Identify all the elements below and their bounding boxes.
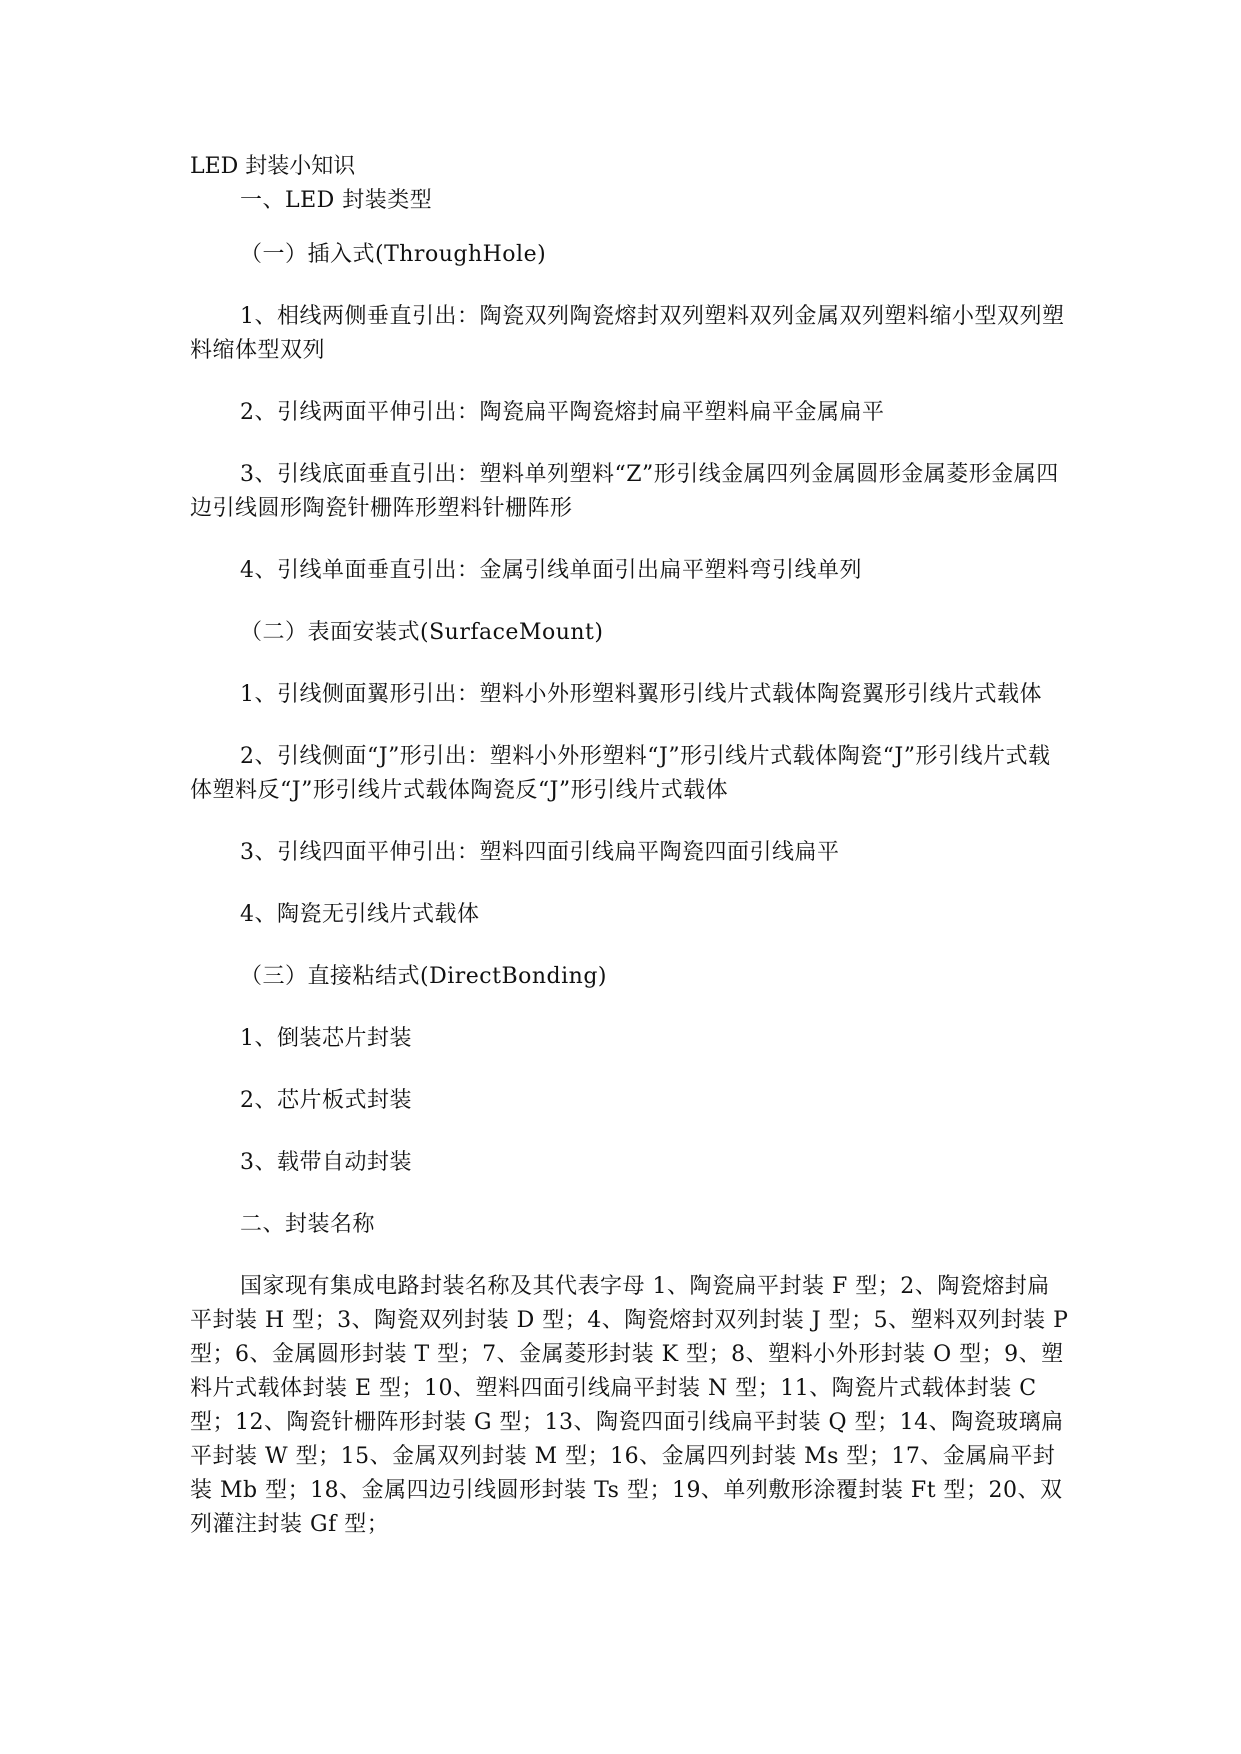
paragraph-surface-mount-3: 3、引线四面平伸引出：塑料四面引线扁平陶瓷四面引线扁平 <box>240 840 840 865</box>
paragraph-through-hole-4: 4、引线单面垂直引出：金属引线单面引出扁平塑料弯引线单列 <box>240 558 862 583</box>
subsection-direct-bonding: （三）直接粘结式(DirectBonding) <box>240 964 607 989</box>
subsection-surface-mount: （二）表面安装式(SurfaceMount) <box>240 620 604 645</box>
paragraph-direct-bonding-3: 3、载带自动封装 <box>240 1150 412 1175</box>
section-heading-package-names: 二、封装名称 <box>240 1212 376 1237</box>
paragraph-through-hole-3: 3、引线底面垂直引出：塑料单列塑料“Z”形引线金属四列金属圆形金属菱形金属四边引线圆形陶瓷针栅阵形塑料针栅阵形 <box>190 462 1059 521</box>
paragraph-direct-bonding-1: 1、倒装芯片封装 <box>240 1026 412 1051</box>
document-title: LED 封装小知识 <box>190 154 356 179</box>
paragraph-surface-mount-1: 1、引线侧面翼形引出：塑料小外形塑料翼形引线片式载体陶瓷翼形引线片式载体 <box>240 682 1042 707</box>
paragraph-direct-bonding-2: 2、芯片板式封装 <box>240 1088 412 1113</box>
paragraph-surface-mount-2: 2、引线侧面“J”形引出：塑料小外形塑料“J”形引线片式载体陶瓷“J”形引线片式载体塑料反“J”形引线片式载体陶瓷反“J”形引线片式载体 <box>190 744 1051 803</box>
document-page <box>190 150 1070 1570</box>
paragraph-surface-mount-4: 4、陶瓷无引线片式载体 <box>240 902 480 927</box>
paragraph-package-names-list: 国家现有集成电路封装名称及其代表字母 1、陶瓷扁平封装 F 型；2、陶瓷熔封扁平封装 H 型；3、陶瓷双列封装 D 型；4、陶瓷熔封双列封装 J 型；5、塑料双列封装 P 型；6、金属圆形封装 T 型；7、金属菱形封装 K 型；8、塑料小外形封装 O 型；9、塑料片式载体封装 E 型；10、塑料四面引线扁平封装 N 型；11、陶瓷片式载体封装 C 型；12、陶瓷针栅阵形封装 G 型；13、陶瓷四面引线扁平封装 Q 型；14、陶瓷玻璃扁平封装 W 型；15、金属双列封装 M 型；16、金属四列封装 Ms 型；17、金属扁平封装 Mb 型；18、金属四边引线圆形封装 Ts 型；19、单列敷形涂覆封装 Ft 型；20、双列灌注封装 Gf 型； <box>190 1274 1069 1537</box>
paragraph-through-hole-1: 1、相线两侧垂直引出：陶瓷双列陶瓷熔封双列塑料双列金属双列塑料缩小型双列塑料缩体型双列 <box>190 304 1065 363</box>
paragraph-through-hole-2: 2、引线两面平伸引出：陶瓷扁平陶瓷熔封扁平塑料扁平金属扁平 <box>240 400 885 425</box>
subsection-through-hole: （一）插入式(ThroughHole) <box>240 242 547 267</box>
section-heading-package-types: 一、LED 封装类型 <box>240 188 433 213</box>
